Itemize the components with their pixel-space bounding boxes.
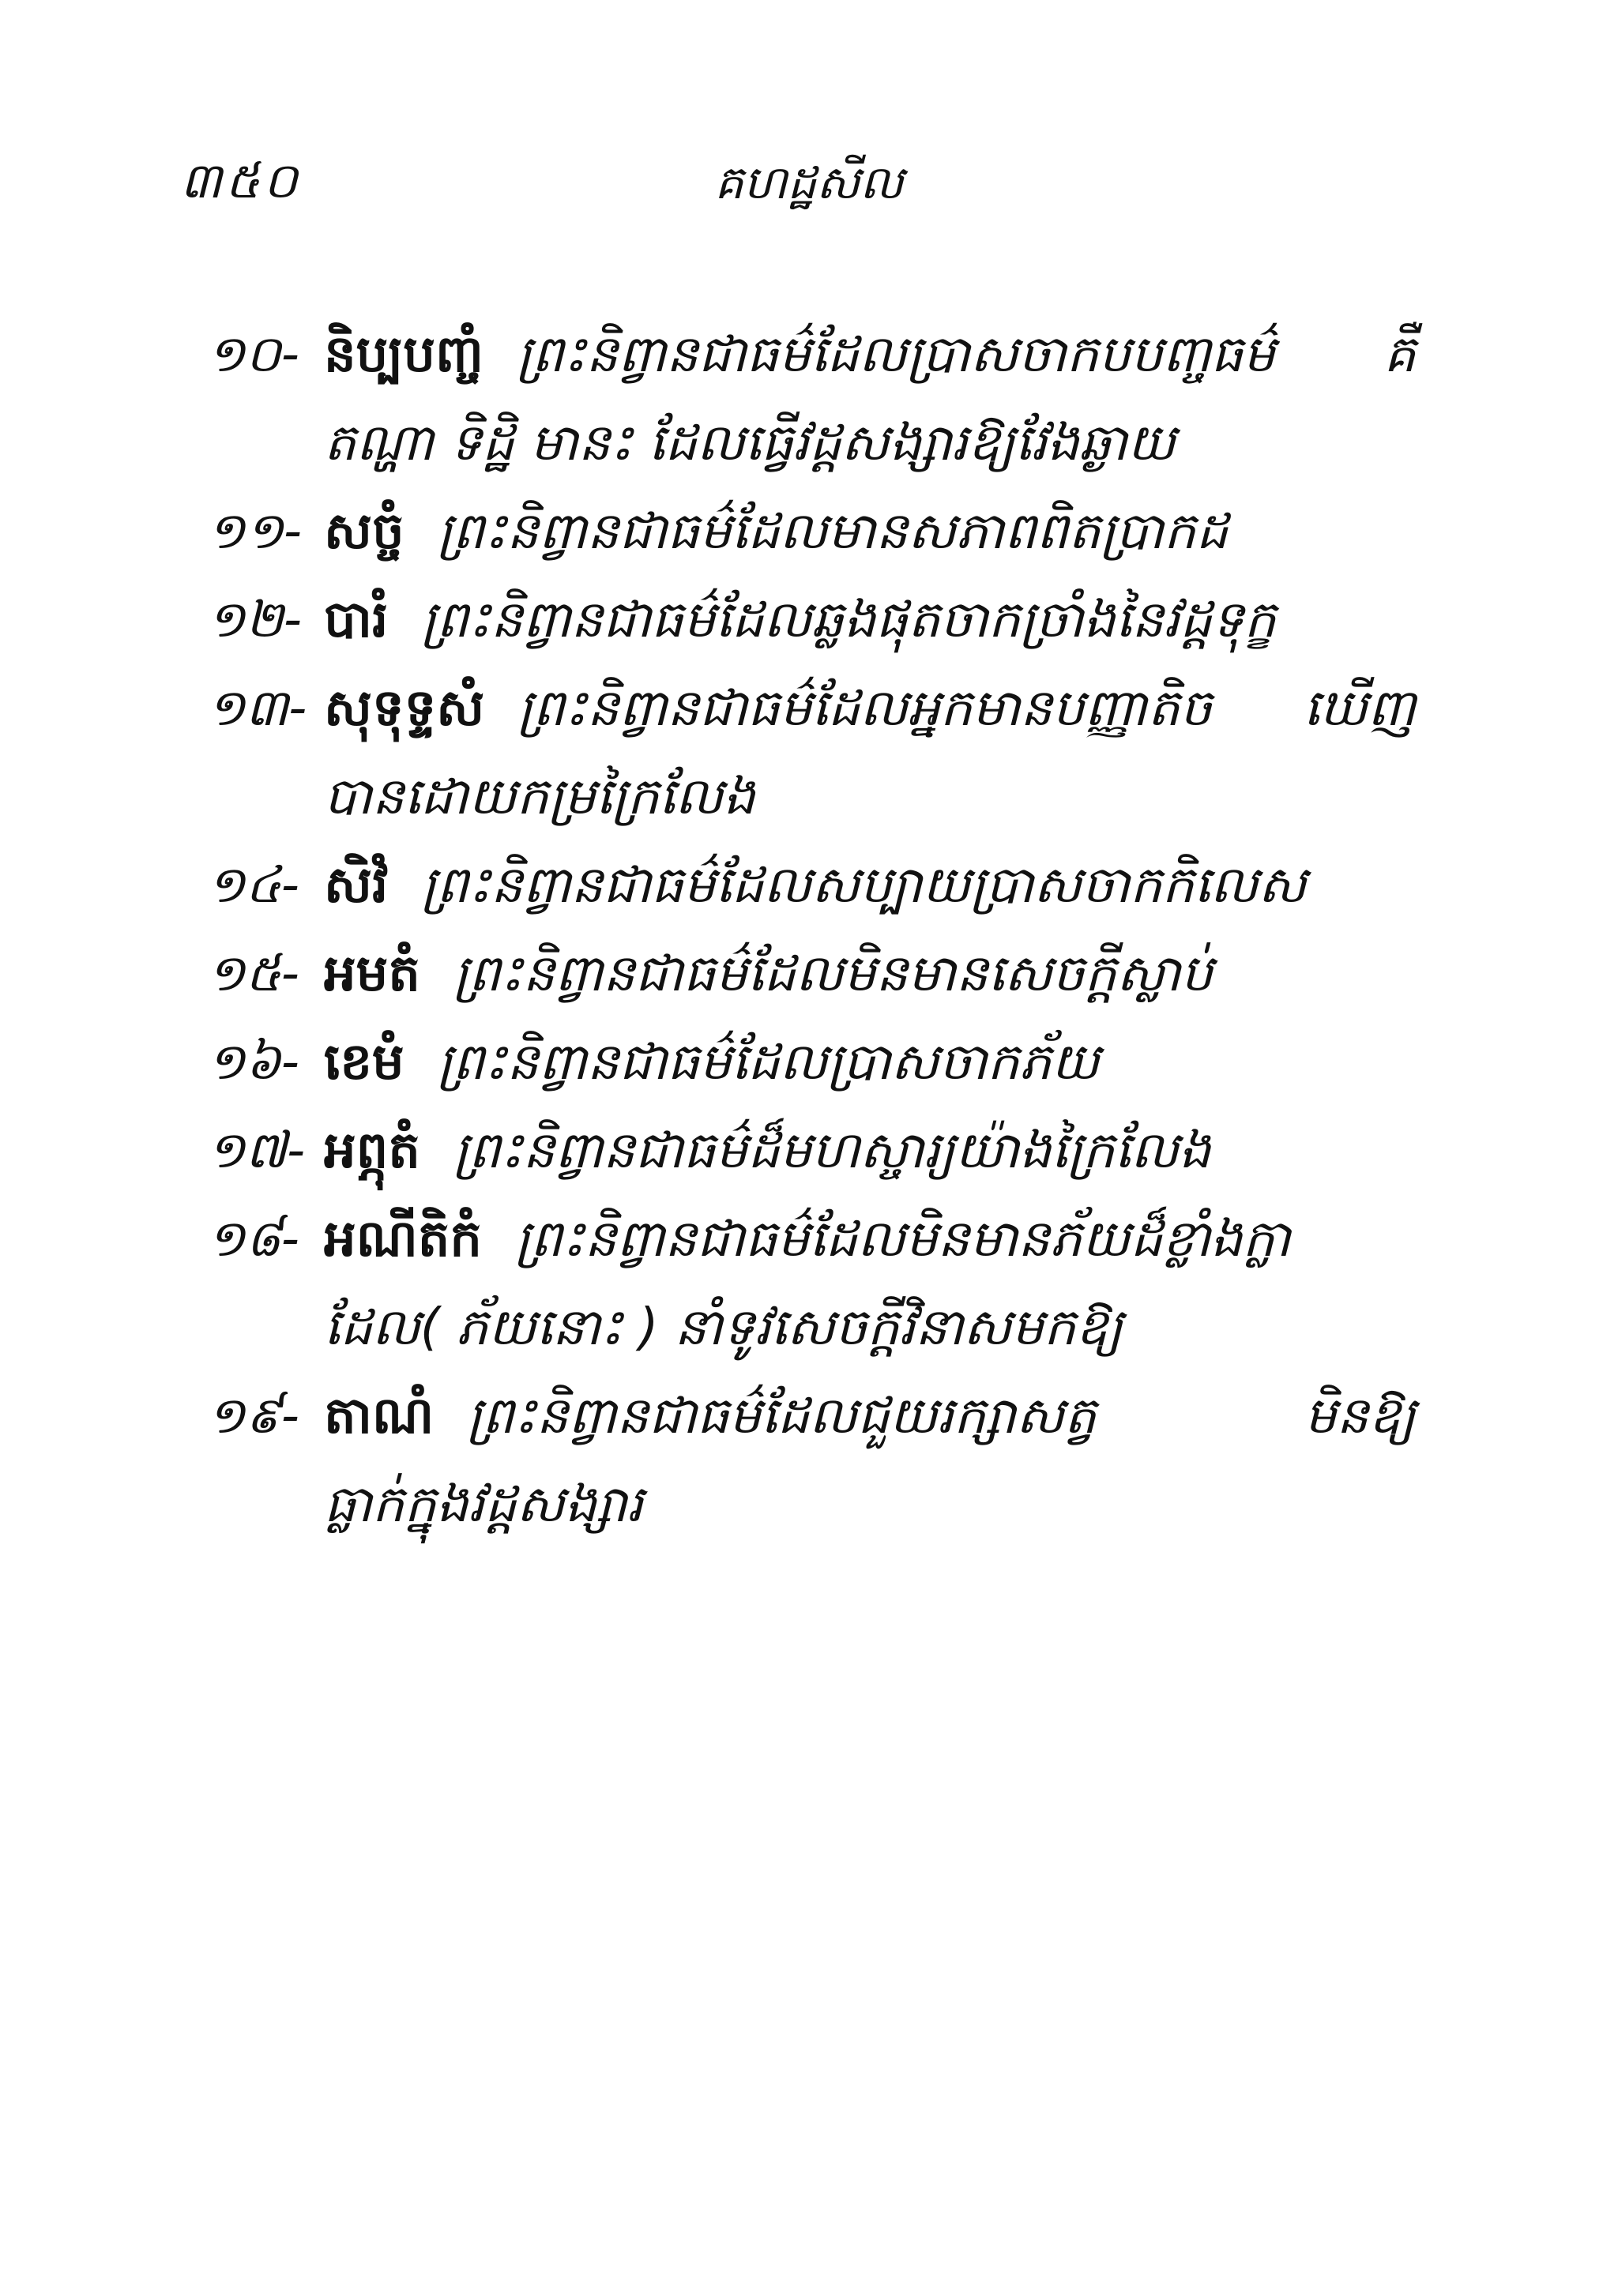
- list-item: [207, 1207, 1416, 1295]
- entry-definition-part: ព្រះនិព្វានជាធម៌ដែលជួយរក្សាសត្វ: [467, 1387, 1097, 1445]
- list-item: [207, 1384, 1416, 1472]
- list-item: [207, 588, 1416, 676]
- entry-term: ខេមំ: [324, 1033, 404, 1092]
- list-item: [207, 941, 1416, 1030]
- entry-term: អណីតិកំ: [324, 1210, 482, 1268]
- entry-number: ១២-: [207, 591, 302, 649]
- entry-definition: ព្រះនិព្វានជាធម៌ដែលមិនមានភ័យដ៏ខ្លាំងក្លា: [515, 1210, 1291, 1268]
- entry-definition: ព្រះនិព្វានជាធម៌ដែលប្រាសចាកភ័យ: [437, 1033, 1100, 1092]
- entry-definition: [517, 322, 1416, 396]
- entry-number: ១៥-: [207, 945, 299, 1003]
- entry-definition-part: ឃើញ: [1303, 679, 1416, 738]
- page-number: ៣៥០: [180, 152, 301, 209]
- entry-definition: ព្រះនិព្វានជាធម៌ដែលមិនមានសេចក្ដីស្លាប់: [453, 945, 1214, 1003]
- entry-term: និប្បបញ្ចំ: [324, 325, 484, 384]
- entry-definition: ព្រះនិព្វានជាធម៌ដ៏មហស្ចារ្យយ៉ាងក្រៃលែង: [453, 1122, 1211, 1180]
- entry-term: សច្ចំ: [324, 502, 404, 561]
- entry-number: ១៤-: [207, 856, 299, 915]
- entry-number: ១៦-: [207, 1033, 299, 1092]
- entry-list: [207, 322, 1416, 1561]
- entry-number: ១០-: [207, 325, 299, 384]
- entry-definition: [517, 676, 1416, 750]
- entry-term: សុទុទ្ទសំ: [324, 679, 485, 738]
- entry-term: អព្ភុតំ: [324, 1122, 420, 1180]
- entry-definition: ព្រះនិព្វានជាធម៌ដែលសប្បាយប្រាសចាកកិលេស: [421, 856, 1307, 915]
- entry-continuation: ធ្លាក់ក្នុងវដ្តសង្សារ: [324, 1475, 644, 1534]
- entry-definition-part: គឺ: [1383, 325, 1416, 384]
- entry-number: ១៧-: [207, 1122, 306, 1180]
- entry-definition-part: ព្រះនិព្វានជាធម៌ដែលអ្នកមានបញ្ញាតិច: [517, 679, 1212, 738]
- entry-number: ១៩-: [207, 1387, 299, 1445]
- entry-continuation: ដែល( ភ័យនោះ ) នាំទូវសេចក្ដីវិនាសមកឱ្យ: [324, 1298, 1123, 1357]
- entry-term: តាណំ: [324, 1387, 435, 1445]
- entry-definition: ព្រះនិព្វានជាធម៌ដែលឆ្លងផុតចាកច្រាំងនៃវដ្តទុក្ខ: [421, 591, 1277, 649]
- list-item: [207, 1118, 1416, 1207]
- list-item: [207, 1030, 1416, 1118]
- running-title: គហដ្ឋសីល: [714, 156, 904, 209]
- list-item: [207, 853, 1416, 941]
- entry-term: អមតំ: [324, 945, 420, 1003]
- entry-term: បារំ: [324, 591, 389, 649]
- entry-number: ១១-: [207, 502, 302, 561]
- list-item: [207, 499, 1416, 588]
- entry-term: សិវំ: [324, 856, 389, 915]
- entry-number: ១៨-: [207, 1210, 299, 1268]
- entry-continuation: បានដោយកម្រក្រៃលែង: [324, 768, 755, 826]
- entry-definition-part: មិនឱ្យ: [1304, 1387, 1416, 1445]
- list-item: [207, 676, 1416, 765]
- entry-definition-part: ព្រះនិព្វានជាធម៌ដែលប្រាសចាកបបញ្ចធម៌: [516, 325, 1275, 384]
- entry-definition: [467, 1384, 1416, 1458]
- entry-continuation: តណ្ហា ទិដ្ឋិ មានះ ដែលធ្វើវដ្តសង្សារឱ្យវែងឆ្ងាយ: [324, 414, 1176, 472]
- list-item: [207, 322, 1416, 411]
- entry-definition: ព្រះនិព្វានជាធម៌ដែលមានសភាពពិតប្រាកដ: [437, 502, 1229, 561]
- entry-number: ១៣-: [207, 679, 307, 738]
